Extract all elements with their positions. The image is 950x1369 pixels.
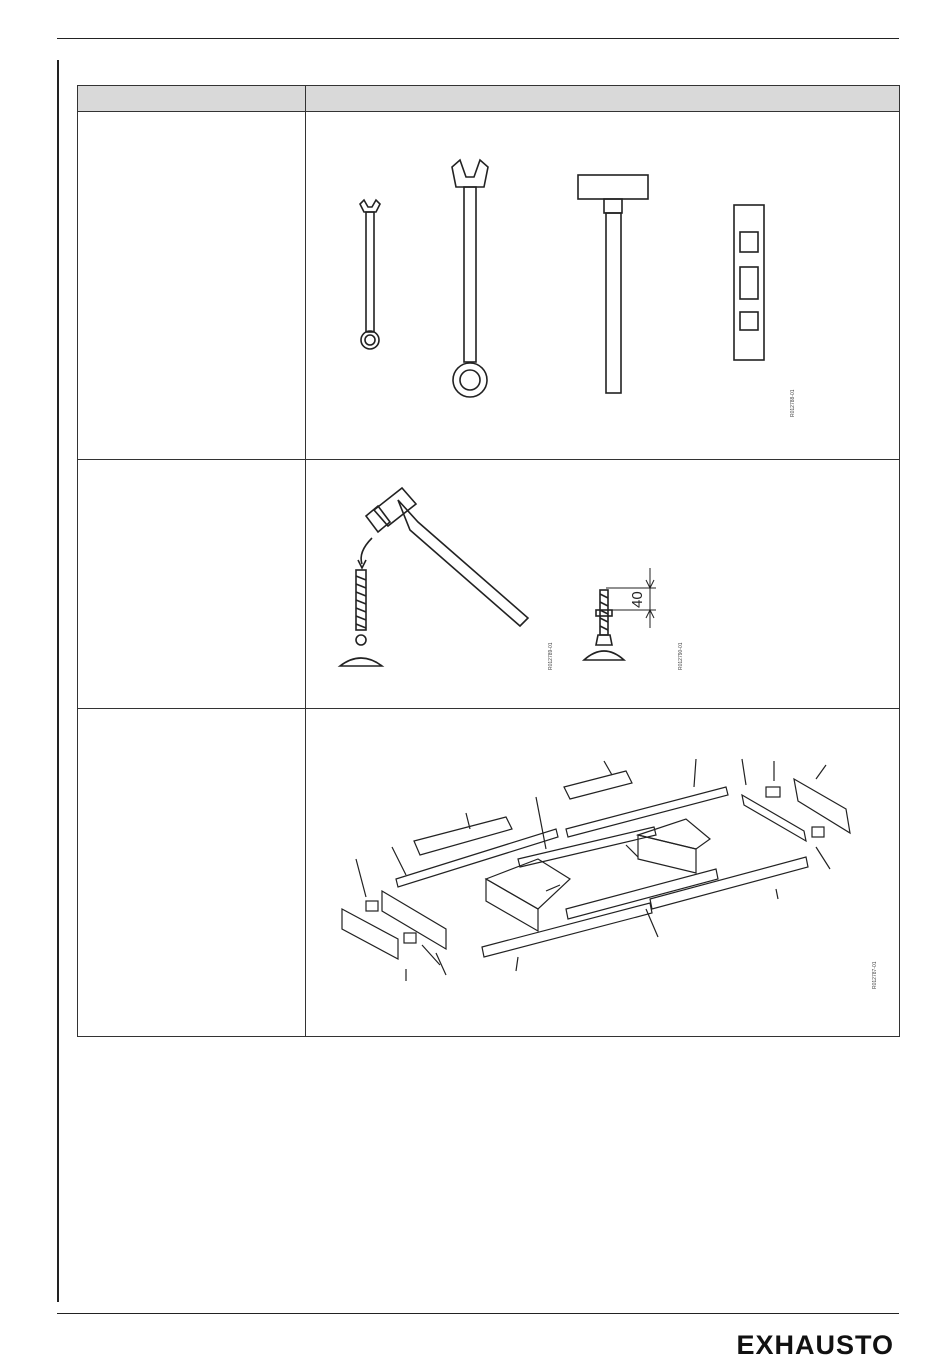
frame-figure-cell	[306, 709, 900, 1037]
t-handle-tool-icon	[578, 175, 648, 393]
margin-rule	[57, 60, 59, 1302]
table-header-right	[306, 86, 900, 112]
dimension-label: 40	[629, 591, 646, 608]
feet-figure-cell	[306, 460, 900, 709]
hammer-icon	[366, 488, 528, 626]
table-row	[78, 709, 900, 1037]
feet-illustration	[306, 460, 900, 708]
tools-figure-cell	[306, 112, 900, 460]
table-header-left	[78, 86, 306, 112]
footer-rule	[57, 1313, 899, 1314]
figure-code-feet-left: R012789-01	[548, 642, 554, 670]
header-rule	[57, 38, 899, 39]
instruction-table	[77, 85, 900, 1037]
step-label-feet	[78, 460, 306, 709]
figure-code-frame: R012787-01	[872, 961, 878, 989]
large-wrench-icon	[452, 160, 488, 397]
adjustable-foot-mounted-icon	[584, 590, 624, 660]
arrow-icon	[361, 538, 372, 564]
table-header-row	[78, 86, 900, 112]
small-wrench-icon	[360, 200, 380, 349]
frame-parts-icon	[342, 759, 850, 981]
step-label-frame	[78, 709, 306, 1037]
table-row	[78, 460, 900, 709]
adjustable-foot-loose-icon	[340, 570, 382, 666]
tools-illustration	[306, 112, 900, 459]
step-label-tools	[78, 112, 306, 460]
base-frame-exploded-view	[306, 709, 900, 1036]
brand-logo: EXHAUSTO	[736, 1330, 894, 1360]
figure-code-feet-right: R012790-01	[678, 642, 684, 670]
table-row	[78, 112, 900, 460]
figure-code-tools: R012788-01	[790, 389, 796, 417]
spirit-level-icon	[734, 205, 764, 360]
